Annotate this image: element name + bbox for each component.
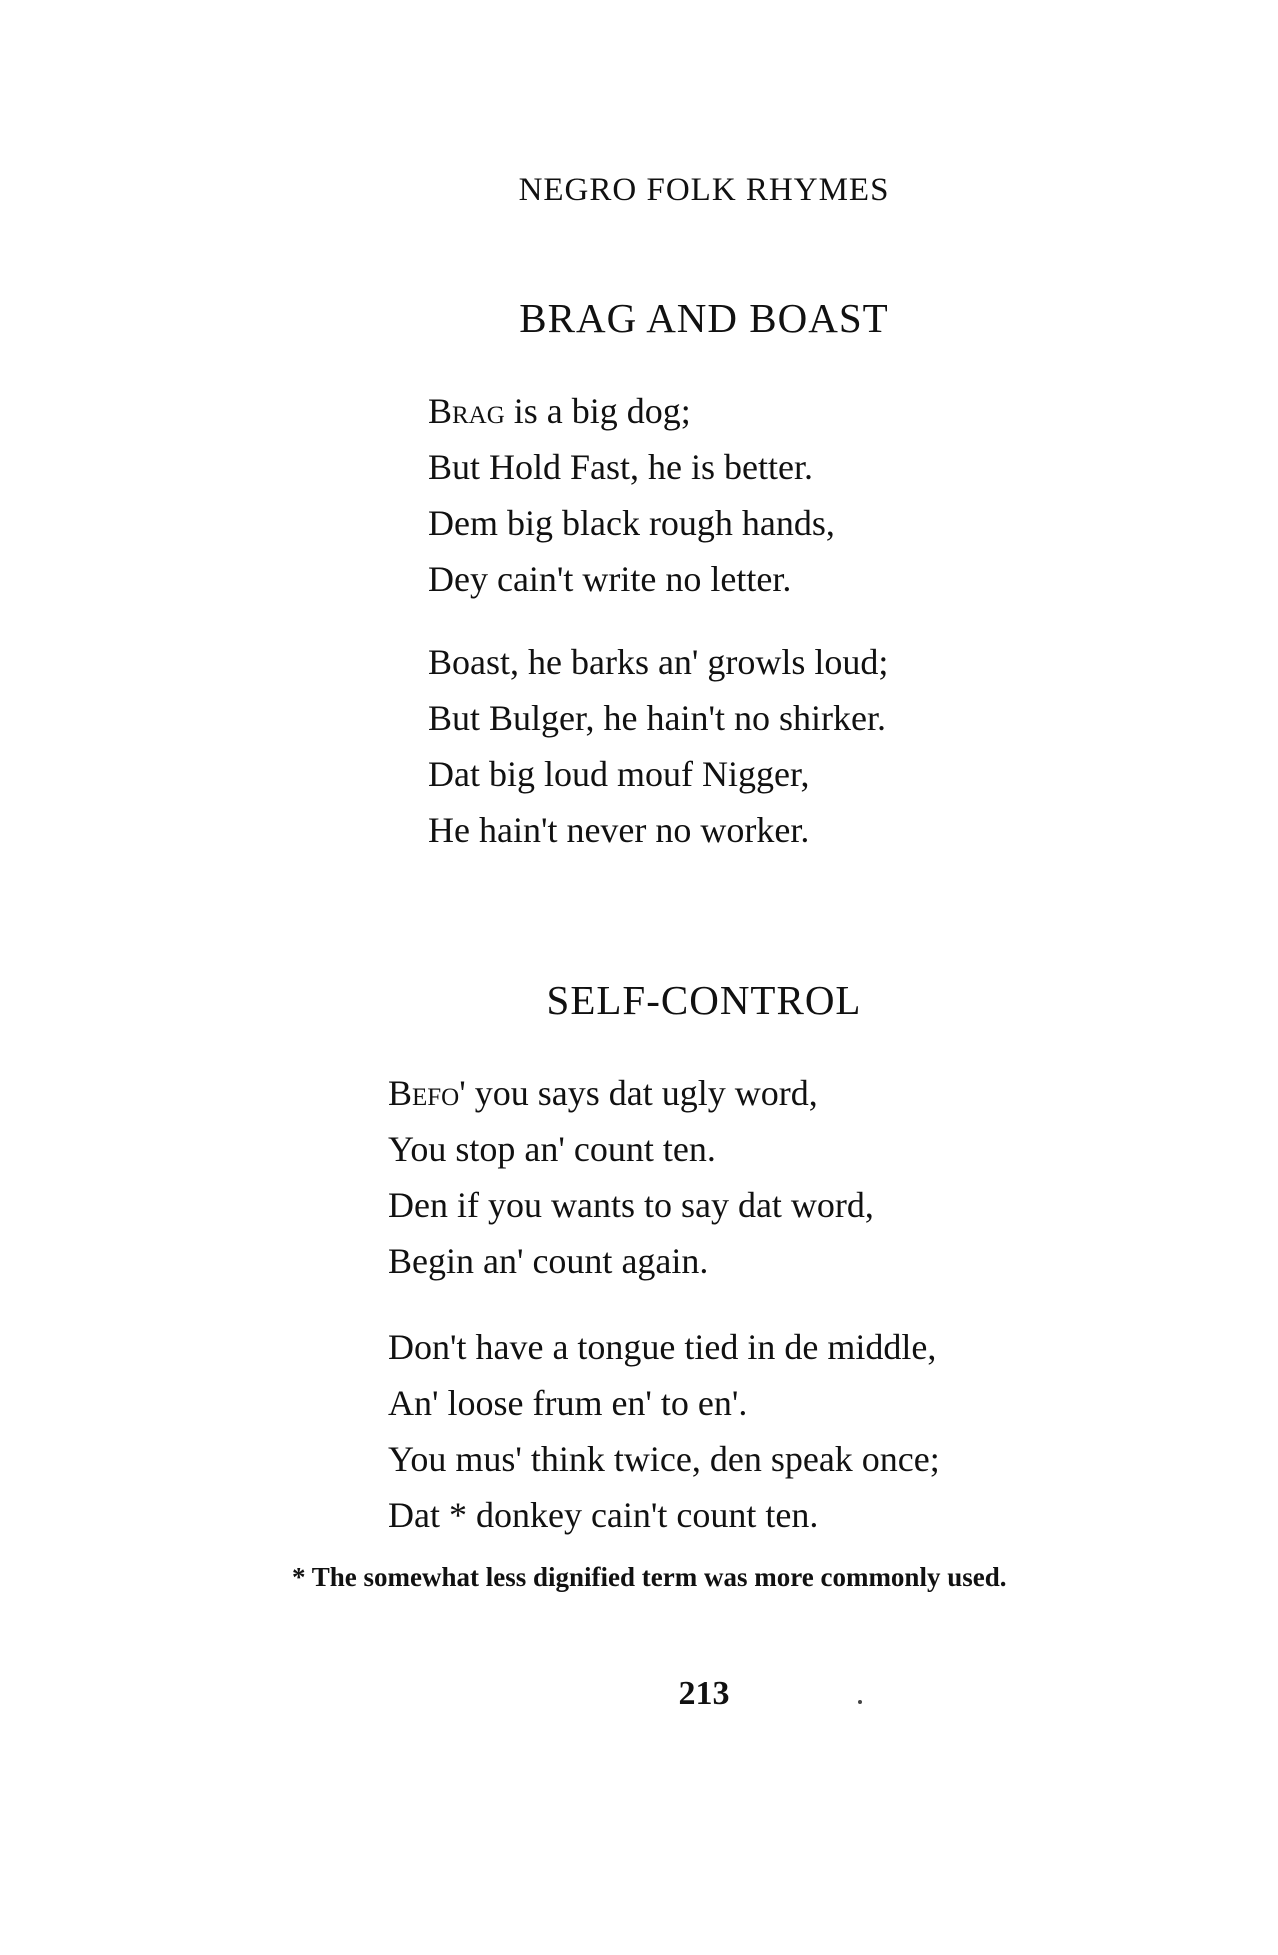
stanza-self-control-1 xyxy=(388,1065,874,1289)
poem-line: But Bulger, he hain't no shirker. xyxy=(428,698,886,738)
poem-title-brag-and-boast: BRAG AND BOAST xyxy=(519,295,889,341)
poem-line: Brag is a big dog; xyxy=(428,391,691,431)
poem-line: You stop an' count ten. xyxy=(388,1129,716,1169)
running-head: NEGRO FOLK RHYMES xyxy=(518,172,890,208)
page-number: 213 xyxy=(678,1675,730,1712)
poem-line: Don't have a tongue tied in de middle, xyxy=(388,1327,937,1367)
stanza-self-control-2 xyxy=(388,1319,940,1543)
poem-line: Befo' you says dat ugly word, xyxy=(388,1073,818,1113)
small-caps-initial: Brag xyxy=(428,391,505,431)
poem-line: Begin an' count again. xyxy=(388,1241,709,1281)
poem-line: But Hold Fast, he is better. xyxy=(428,447,813,487)
small-caps-initial: Befo' xyxy=(388,1073,466,1113)
stanza-brag-2 xyxy=(428,634,888,858)
stanza-brag-1 xyxy=(428,383,835,607)
poem-line: Boast, he barks an' growls loud; xyxy=(428,642,889,682)
poem-line: Dat * donkey cain't count ten. xyxy=(388,1495,819,1535)
poem-line: Den if you wants to say dat word, xyxy=(388,1185,874,1225)
poem-line: Dey cain't write no letter. xyxy=(428,559,792,599)
poem-line: Dem big black rough hands, xyxy=(428,503,835,543)
poem-line: An' loose frum en' to en'. xyxy=(388,1383,748,1423)
footnote: * The somewhat less dignified term was more commonly used. xyxy=(292,1562,1007,1592)
poem-title-self-control: SELF-CONTROL xyxy=(546,977,862,1023)
scan-speck xyxy=(858,1700,862,1704)
poem-line: He hain't never no worker. xyxy=(428,810,810,850)
poem-line: You mus' think twice, den speak once; xyxy=(388,1439,940,1479)
poem-line: Dat big loud mouf Nigger, xyxy=(428,754,810,794)
